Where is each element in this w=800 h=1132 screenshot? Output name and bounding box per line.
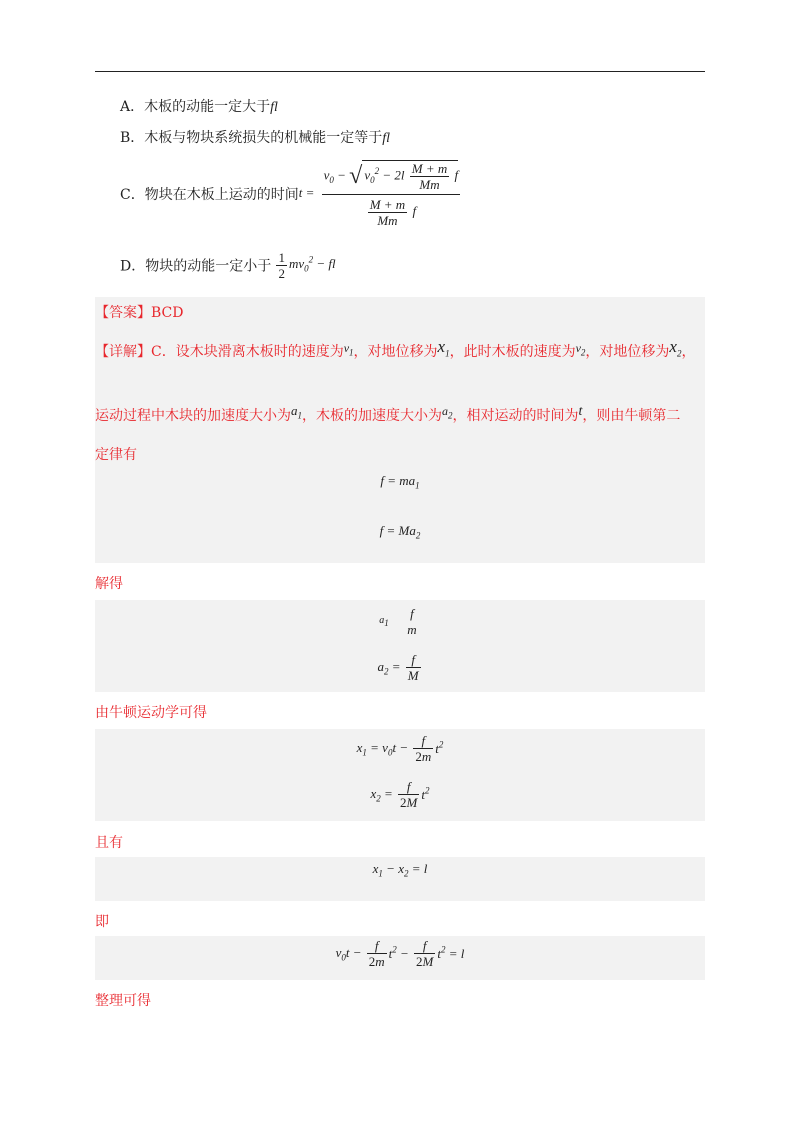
eq-box-relative [95,857,705,901]
eq-x2: $x_2$ = $\frac{f}{2M}$ $t^2$ [370,779,430,810]
label-kinematics: 由牛顿运动学可得 [95,705,207,721]
detail-line-1 [95,337,695,361]
answer-line [95,302,183,322]
detail-text-6: 运动过程中木块的加速度大小为 [95,408,291,424]
detail-line-3: 定律有 [95,447,137,463]
answer-value: BCD [151,305,184,321]
header-rule [95,71,705,72]
eq-combined: $v_0t$ − $\frac{f}{2m}$ $t^2$ − $\frac{f}{2M}$ $t^2 = l$ [335,938,465,969]
option-b [120,128,390,149]
var-t: t [578,404,583,419]
eq-a2: $a_2$ = $\frac{f}{M}$ [377,652,419,683]
option-c-text: C．物块在木板上运动的时间 [120,187,299,203]
label-jiede: 解得 [95,576,123,592]
detail-text-4: ，对地位移为 [585,344,670,360]
var-a2: $a_2$ [442,404,453,421]
label-zhengli: 整理可得 [95,993,151,1009]
label-qieyou: 且有 [95,835,123,851]
detail-text-3: ，此时木板的速度为 [449,344,576,360]
option-b-text: B．木板与物块系统损失的机械能一定等于 [120,130,383,146]
detail-text-8: ，相对运动的时间为 [452,408,579,424]
option-d-text: D．物块的动能一定小于 [120,258,272,275]
detail-label: 【详解】 [95,344,151,360]
var-x1: $x_1$ [437,337,450,359]
eq-f-Ma2: $f = Ma_2$ [379,523,421,541]
answer-label: 【答案】 [95,305,151,321]
option-b-expr: fl [382,131,391,146]
option-c [120,160,462,228]
eq-box-displacement [95,729,705,821]
detail-text-9: ，则由牛顿第二 [582,408,681,424]
var-v2: $v_2$ [575,341,586,358]
eq-x1-minus-x2: $x_1 - x_2 = l$ [372,861,428,879]
answer-detail-box [95,297,705,563]
eq-x1: $x_1 = v_0t$ − $\frac{f}{2m}$ $t^2$ [356,733,444,764]
option-a-expr: fl [270,100,278,115]
option-a [120,97,278,118]
option-d [120,250,336,281]
var-v1: $v_1$ [343,341,354,358]
label-ji: 即 [95,914,109,930]
detail-text-1: C．设木块滑离木板时的速度为 [151,344,344,360]
detail-text-2: ，对地位移为 [353,344,438,360]
option-a-text: A．木板的动能一定大于 [120,99,271,115]
eq-box-accel [95,600,705,692]
detail-text-7: ，木板的加速度大小为 [302,408,442,424]
detail-line-2 [95,403,680,425]
option-d-formula: $\frac{1}{2}$ $mv_0^2$ − fl [278,250,336,281]
var-a1: $a_1$ [291,403,302,421]
eq-a1: $a_1$ f m [379,606,417,637]
eq-box-combined [95,936,705,980]
detail-text-5: ， [681,344,696,360]
option-c-formula: t = $v_0$ − √ $v_0^2 - 2l$ $\frac{M + m}{Mm}$ f $\frac{M + m}{Mm}$ f [298,161,459,228]
var-x2: $x_2$ [669,337,682,359]
eq-f-ma1: $f = ma_1$ [380,473,420,491]
